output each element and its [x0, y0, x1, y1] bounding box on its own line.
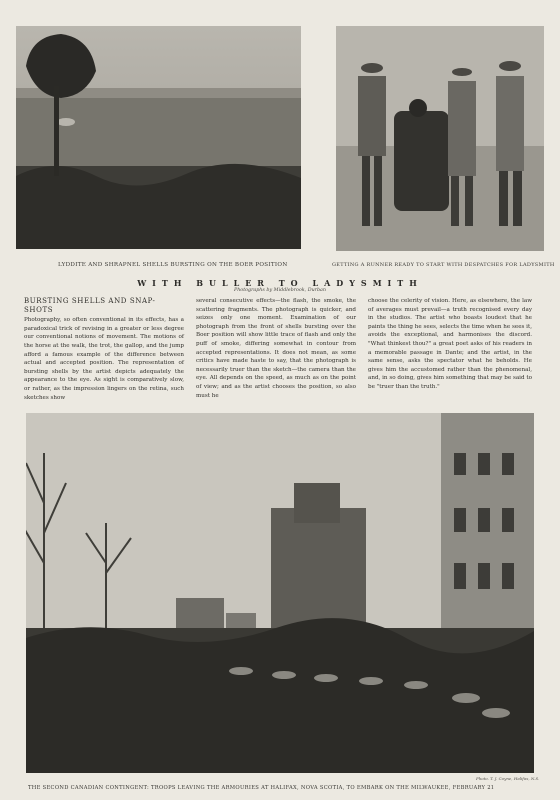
section-title: BURSTING SHELLS AND SNAP-SHOTS	[24, 297, 156, 314]
article-column-3	[368, 297, 532, 392]
caption-canadian-contingent: THE SECOND CANADIAN CONTINGENT: TROOPS LEAVING THE ARMOURIES AT HALIFAX, NOVA SCOTIA, TO EMBARK ON THE MILWAUKEE, FEBRUARY 21	[28, 785, 495, 791]
article-byline: Photographs by Middlebrook, Durban	[233, 288, 326, 293]
article-column-2	[196, 297, 356, 400]
caption-runner-despatches: GETTING A RUNNER READY TO START WITH DESPATCHES FOR LADYSMITH	[332, 262, 555, 268]
canadian-contingent-image	[26, 413, 534, 773]
article-headline: WITH BULLER TO LADYSMITH	[137, 278, 423, 288]
photo-runner-despatches	[336, 26, 544, 251]
column-3-text: choose the celerity of vision. Here, as elsewhere, the law of averages must prevail—a truth recognised every day in the studios. The artist who boasts loudest that he paints the thing he sees, selects the time when he sees it, avoids the exceptional, and harmonises the discord. "What thinkest thou?" a great poet asks of his readers in a memorable passage in Dante; and the artist, in the same sense, asks the spectator what he beholds. He gives him the accustomed rather than the phenomenal, and, in so doing, gives him something that may be said to be "truer than the truth."	[368, 298, 532, 390]
shells-bursting-image	[16, 26, 301, 249]
column-1-text: Photography, so often conventional in its effects, has a paradoxical trick of revising in a greater or less degree our conventional notions of movement. The motions of the horse at the walk, the trot, the gallop, and the jump afford a famous example of the difference between actual and accepted position. The representation of bursting shells by the artist depicts adequately the appearance to the eye. As sight is comparatively slow, or rather, as the impression lingers on the retina, such sketches show	[24, 317, 184, 401]
column-2-text: several consecutive effects—the flash, the smoke, the scattering fragments. The photograph is quicker, and seizes only one moment. Examination of our photograph from the front of shells bursting over the Boer position will show little trace of flash and only the puff of smoke, differing somewhat in contour from accepted representations. It does not mean, as some critics have made haste to say, that the photograph is necessarily truer than the sketch—the camera than the eye. All depends on the speed, as much as on the point of view; and as the artist chooses the position, so also must he	[196, 298, 356, 399]
photo-canadian-contingent	[26, 413, 534, 773]
photo-credit: Photo. T. J. Coyne, Halifax, N.S.	[476, 776, 540, 781]
runner-despatches-image	[336, 26, 544, 251]
photo-shells-bursting	[16, 26, 301, 249]
caption-shells-bursting: LYDDITE AND SHRAPNEL SHELLS BURSTING ON THE BOER POSITION	[58, 262, 288, 268]
article-column-1	[24, 297, 184, 402]
